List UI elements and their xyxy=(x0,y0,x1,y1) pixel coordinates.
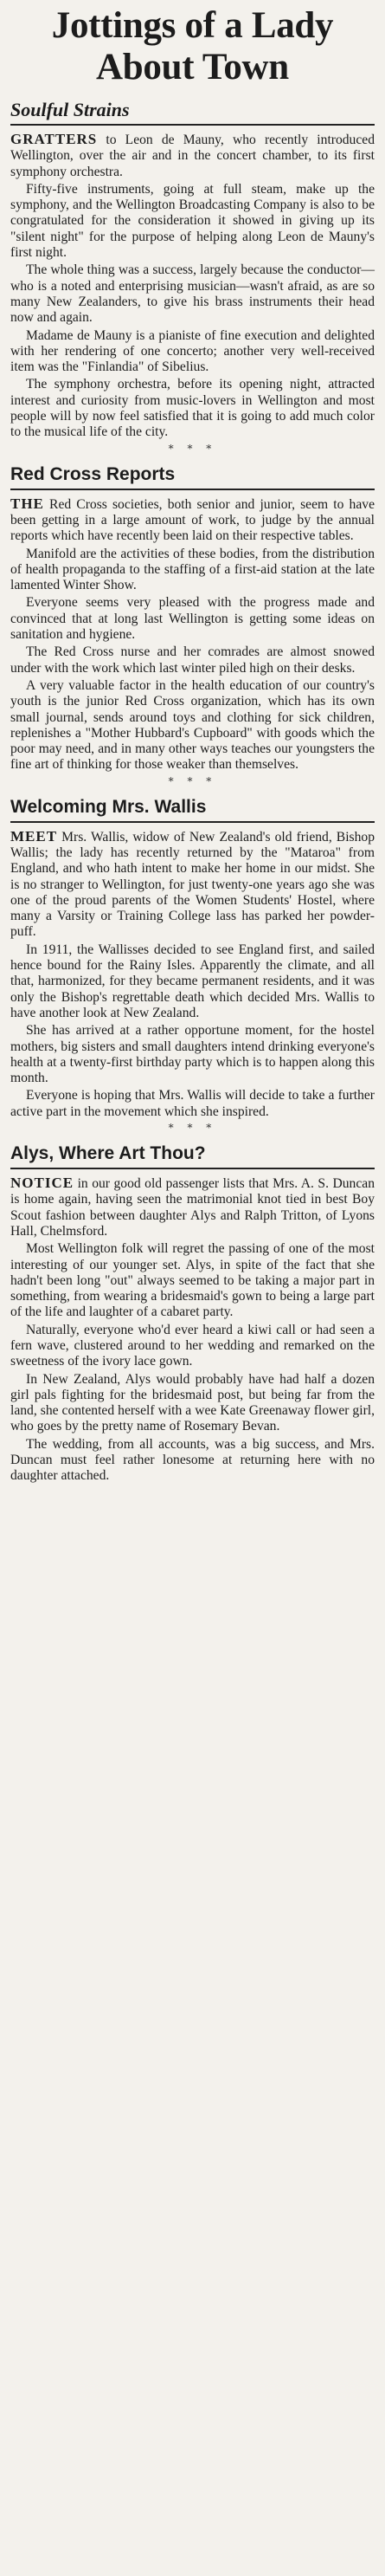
article-paragraph xyxy=(10,829,375,941)
article-paragraph xyxy=(10,496,375,545)
article-paragraph: Naturally, everyone who'd ever heard a kiwi call or had seen a fern wave, clustered around to her wedding and remarked on the sweetness of the ivory lace gown. xyxy=(10,1322,375,1369)
article-paragraph: Manifold are the activities of these bodies, from the distribution of health propaganda to the staffing of a first-aid station at the late lamented Winter Show. xyxy=(10,546,375,593)
section-heading: Welcoming Mrs. Wallis xyxy=(10,794,375,823)
section-red-cross-reports xyxy=(10,462,375,787)
article-paragraph xyxy=(10,132,375,180)
section-ornament: * * * xyxy=(168,774,217,787)
column-title xyxy=(10,5,375,88)
article-paragraph: In 1911, the Wallisses decided to see England first, and sailed hence bound for the Rainy Isles. Apparently the climate, and all that, harmonized, for they became permanent residents, and it was only the Bishop's regrettable death which decided Mrs. Wallis to have another look at New Zealand. xyxy=(10,942,375,1020)
article-paragraph: In New Zealand, Alys would probably have had half a dozen girl pals fighting for the bridesmaid post, but being far from the land, she contented herself with a wee Kate Greenaway flower girl, who goes by the pretty name of Rosemary Bevan. xyxy=(10,1371,375,1434)
section-heading: Red Cross Reports xyxy=(10,462,375,490)
section-soulful-strains xyxy=(10,97,375,455)
section-alys-where-art-thou xyxy=(10,1141,375,1485)
article-paragraph: The symphony orchestra, before its opening night, attracted interest and curiosity from music-lovers in Wellington and most people will by now feel satisfied that it is going to add much color to the musical life of the city. xyxy=(10,377,375,440)
article-paragraph: The Red Cross nurse and her comrades are almost snowed under with the work which last winter piled high on their desks. xyxy=(10,644,375,676)
paragraph-text: in our good old passenger lists that Mrs. A. S. Duncan is home again, having seen the matrimonial knot tied in best Boy Scout fashion between daughter Alys and Ralph Tritton, of Lyons Hall, Chelmsford. xyxy=(10,1176,375,1239)
article-paragraph: Madame de Mauny is a pianiste of fine execution and delighted with her rendering of one concerto; another very well-received item was the "Finlandia" of Sibelius. xyxy=(10,327,375,375)
article-paragraph: A very valuable factor in the health education of our country's youth is the junior Red Cross organization, which has its own small journal, sends around toys and clothing for sick children, replenishes a "Mother Hubbard's Cupboard" with goods which the poor may need, and in many other ways teaches our youngsters the fine art of thinking for those weaker than themselves. xyxy=(10,677,375,773)
article-paragraph: The whole thing was a success, largely because the conductor—who is a noted and enterprising musician—wasn't afraid, as are so many New Zealanders, to give his brass instruments their head now and again. xyxy=(10,262,375,326)
article-paragraph: Everyone seems very pleased with the progress made and convinced that at long last Wellington is getting some ideas on sanitation and hygiene. xyxy=(10,595,375,643)
section-heading: Soulful Strains xyxy=(10,97,375,126)
opening-word: GRATTERS xyxy=(10,131,98,147)
article-paragraph: Everyone is hoping that Mrs. Wallis will decide to take a further active part in the movement which she inspired. xyxy=(10,1088,375,1119)
section-ornament: * * * xyxy=(168,442,217,455)
section-ornament: * * * xyxy=(168,1122,217,1135)
article-paragraph: Most Wellington folk will regret the passing of one of the most interesting of our younger set. Alys, in spite of the fact that she hadn't been long "out" always seemed to be taking a major part in something, from wearing a bridesmaid's gown to being a large part of the life and laughter of a cabaret party. xyxy=(10,1241,375,1320)
article-paragraph: Fifty-five instruments, going at full steam, make up the symphony, and the Wellington Broadcasting Company is also to be congratulated for the consideration it showed in giving up its "silent night" for the purpose of helping along Leon de Mauny's first night. xyxy=(10,181,375,261)
paragraph-text: to Leon de Mauny, who recently introduced Wellington, over the air and in the concert chamber, to its first symphony orchestra. xyxy=(10,133,375,179)
article-paragraph: The wedding, from all accounts, was a big success, and Mrs. Duncan must feel rather lonesome at returning here with no daughter attached. xyxy=(10,1436,375,1484)
opening-word: MEET xyxy=(10,827,58,845)
opening-word: NOTICE xyxy=(10,1175,74,1192)
column-title-line-2: About Town xyxy=(96,47,289,87)
article-paragraph xyxy=(10,1175,375,1239)
paragraph-text: Mrs. Wallis, widow of New Zealand's old friend, Bishop Wallis; the lady has recently returned by the "Mataroa" from England, and who hath intent to make her home in our midst. She is no stranger to Wellington, for just twenty-one years ago she was one of the proud parents of the Women Students' Hostel, where many a Varsity or Training College lass has parked her powder-puff. xyxy=(10,829,375,940)
opening-word: THE xyxy=(10,495,44,512)
column-title-line-1: Jottings of a Lady xyxy=(51,5,334,46)
section-welcoming-mrs-wallis xyxy=(10,794,375,1134)
section-heading: Alys, Where Art Thou? xyxy=(10,1141,375,1169)
paragraph-text: Red Cross societies, both senior and junior, seem to have been getting in a large amount of work, to judge by the annual reports which have recently been laid on their respective tables. xyxy=(10,496,375,544)
article-paragraph: She has arrived at a rather opportune moment, for the hostel mothers, big sisters and small daughters intend drinking everyone's health at a twenty-first birthday party which is to happen along this month. xyxy=(10,1023,375,1086)
